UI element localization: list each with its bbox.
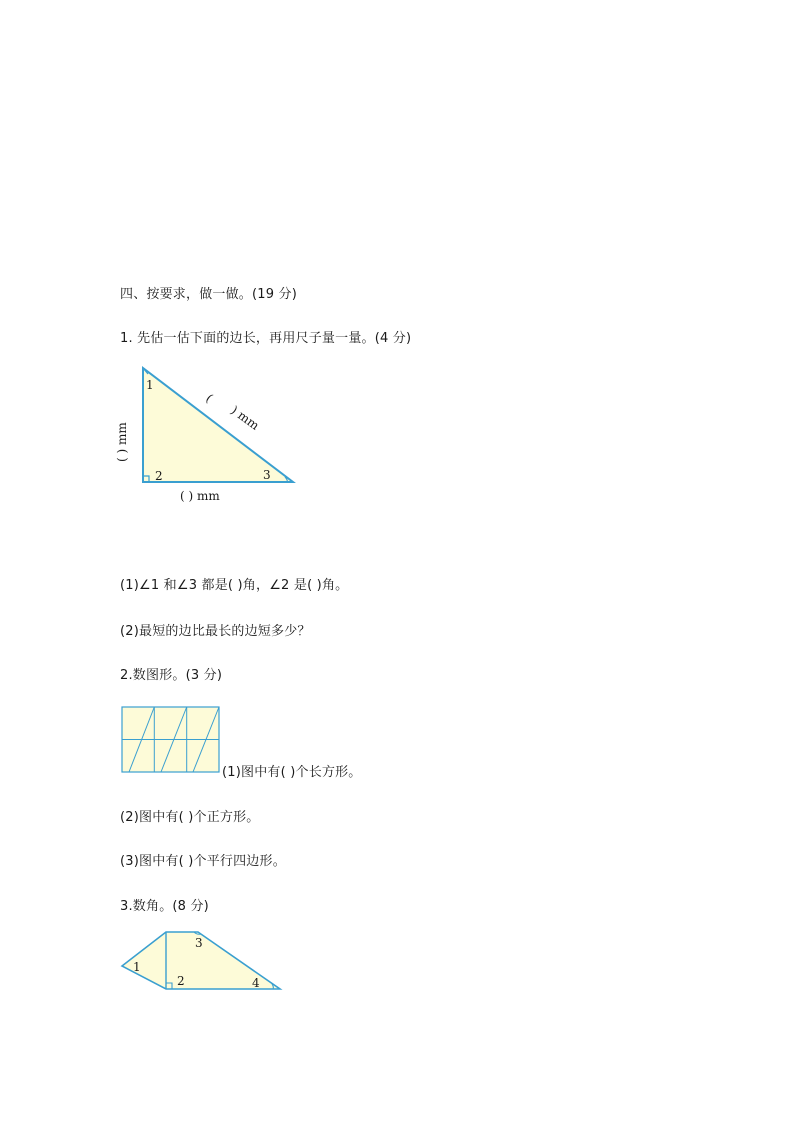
angle-3-label: 3 [263, 468, 271, 482]
angle-2-label: 2 [177, 974, 185, 988]
question-2-subquestion-2: (2)图中有( )个正方形。 [120, 810, 260, 825]
hypotenuse-open-paren: ( [203, 391, 216, 406]
question-2-subquestion-3: (3)图中有( )个平行四边形。 [120, 854, 286, 869]
bottom-side-length-label: ( ) mm [180, 489, 220, 503]
triangle-shape [143, 368, 293, 482]
question-3-prompt: 3.数角。(8 分) [120, 899, 209, 914]
angle-count-figure [118, 926, 288, 996]
angle-3-label: 3 [195, 936, 203, 950]
angle-1-label: 1 [133, 960, 141, 974]
left-side-length-label: ( ) mm [115, 422, 129, 462]
question-2-prompt: 2.数图形。(3 分) [120, 668, 223, 683]
hypotenuse-length-label: ) mm [228, 403, 262, 433]
grid-count-figure [121, 706, 223, 776]
question-1-subquestion-2: (2)最短的边比最长的边短多少？ [120, 624, 311, 639]
section-title: 四、按要求，做一做。(19 分) [120, 287, 298, 302]
question-1-subquestion-1: (1)∠1 和∠3 都是( )角，∠2 是( )角。 [120, 578, 349, 593]
angle-1-label: 1 [146, 378, 154, 392]
angle-2-label: 2 [155, 469, 163, 483]
right-triangle-figure [110, 362, 310, 507]
question-2-subquestion-1: (1)图中有( )个长方形。 [222, 765, 362, 780]
question-1-prompt: 1. 先估一估下面的边长，再用尺子量一量。(4 分) [120, 331, 412, 346]
angle-4-label: 4 [252, 976, 260, 990]
